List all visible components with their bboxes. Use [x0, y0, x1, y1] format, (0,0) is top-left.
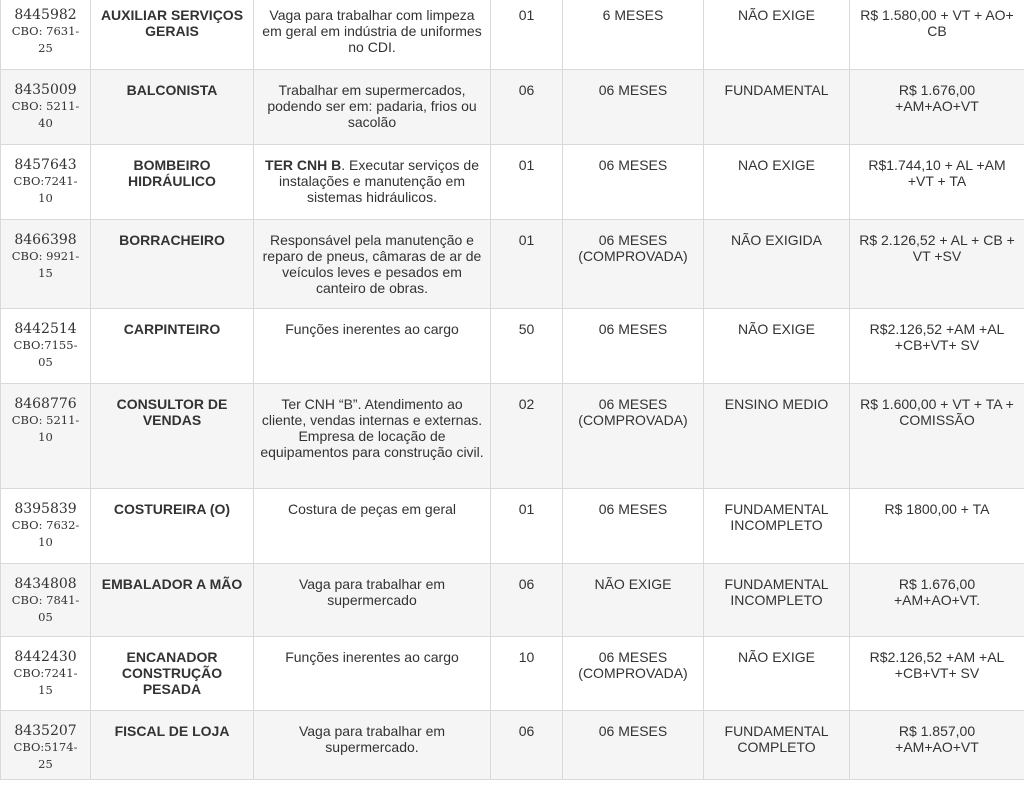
- vacancy-code: 8442430: [14, 649, 77, 665]
- salary-benefits: R$2.126,52 +AM +AL +CB+VT+ SV: [850, 637, 1024, 711]
- table-row: [1, 489, 1024, 564]
- vacancy-code: 8457643: [14, 157, 77, 173]
- job-description: [254, 220, 491, 309]
- cbo-code: CBO: 5211-10: [11, 413, 80, 444]
- required-experience: NÃO EXIGE: [563, 564, 704, 637]
- job-title: EMBALADOR A MÃO: [91, 564, 254, 637]
- job-description-text: Vaga para trabalhar com limpeza em geral em indústria de uniformes no CDI.: [262, 7, 482, 55]
- cbo-code: CBO:7155-05: [13, 338, 78, 369]
- cbo-code: CBO: 7632-10: [11, 518, 80, 549]
- vacancy-quantity: 01: [491, 0, 563, 70]
- required-education: NÃO EXIGIDA: [704, 220, 850, 309]
- required-education: NAO EXIGE: [704, 145, 850, 220]
- cbo-code: CBO:5174-25: [13, 740, 78, 771]
- job-title: CONSULTOR DE VENDAS: [91, 384, 254, 489]
- required-experience: 06 MESES: [563, 70, 704, 145]
- vacancy-quantity: 06: [491, 564, 563, 637]
- table-row: [1, 309, 1024, 384]
- job-title: CARPINTEIRO: [91, 309, 254, 384]
- vacancy-code-cell: [1, 309, 91, 384]
- job-title: BALCONISTA: [91, 70, 254, 145]
- job-title: ENCANADOR CONSTRUÇÃO PESADA: [91, 637, 254, 711]
- vacancy-code-cell: [1, 489, 91, 564]
- vacancy-quantity: 02: [491, 384, 563, 489]
- job-description-text: Costura de peças em geral: [287, 501, 457, 517]
- vacancy-code: 8435207: [14, 723, 77, 739]
- salary-benefits: R$ 1.857,00 +AM+AO+VT: [850, 711, 1024, 780]
- job-description-text: Ter CNH “B”. Atendimento ao cliente, vendas internas e externas. Empresa de locação de equipamentos para construção civil.: [260, 396, 484, 460]
- job-description: [254, 384, 491, 489]
- vacancy-code: 8468776: [14, 396, 77, 412]
- job-title: AUXILIAR SERVIÇOS GERAIS: [91, 0, 254, 70]
- table-row: [1, 0, 1024, 70]
- vacancy-quantity: 06: [491, 70, 563, 145]
- vacancy-code-cell: [1, 220, 91, 309]
- required-education: FUNDAMENTAL INCOMPLETO: [704, 564, 850, 637]
- cbo-code: CBO: 7841-05: [11, 593, 80, 624]
- job-description-text: Responsável pela manutenção e reparo de pneus, câmaras de ar de veículos leves e pesados em canteiro de obras.: [262, 232, 482, 296]
- required-education: ENSINO MEDIO: [704, 384, 850, 489]
- required-experience: 06 MESES: [563, 145, 704, 220]
- vacancy-code: 8435009: [14, 82, 77, 98]
- salary-benefits: R$ 1.600,00 + VT + TA + COMISSÃO: [850, 384, 1024, 489]
- job-description: [254, 145, 491, 220]
- job-title: COSTUREIRA (O): [91, 489, 254, 564]
- required-experience: 6 MESES: [563, 0, 704, 70]
- salary-benefits: R$ 1.580,00 + VT + AO+ CB: [850, 0, 1024, 70]
- required-experience: 06 MESES: [563, 711, 704, 780]
- cbo-code: CBO:7241-15: [13, 666, 78, 697]
- required-experience: 06 MESES: [563, 489, 704, 564]
- cbo-code: CBO: 5211-40: [11, 99, 80, 130]
- vacancy-code-cell: [1, 384, 91, 489]
- job-description: [254, 637, 491, 711]
- vacancy-quantity: 01: [491, 145, 563, 220]
- table-row: [1, 384, 1024, 489]
- vacancy-code-cell: [1, 637, 91, 711]
- table-row: [1, 564, 1024, 637]
- required-education: FUNDAMENTAL INCOMPLETO: [704, 489, 850, 564]
- vacancy-code-cell: [1, 0, 91, 70]
- required-experience: 06 MESES (COMPROVADA): [563, 637, 704, 711]
- vacancy-code-cell: [1, 564, 91, 637]
- job-description-text: Vaga para trabalhar em supermercado: [298, 576, 446, 608]
- vacancy-code: 8466398: [14, 232, 77, 248]
- table-row: [1, 70, 1024, 145]
- vacancy-quantity: 01: [491, 220, 563, 309]
- job-description-text: . Executar serviços de instalações e manutenção em sistemas hidráulicos.: [279, 157, 479, 205]
- required-experience: 06 MESES (COMPROVADA): [563, 220, 704, 309]
- vacancy-code: 8442514: [14, 321, 77, 337]
- vacancy-code-cell: [1, 145, 91, 220]
- job-description: [254, 0, 491, 70]
- salary-benefits: R$2.126,52 +AM +AL +CB+VT+ SV: [850, 309, 1024, 384]
- salary-benefits: R$ 1800,00 + TA: [850, 489, 1024, 564]
- vacancy-code-cell: [1, 711, 91, 780]
- salary-benefits: R$ 2.126,52 + AL + CB + VT +SV: [850, 220, 1024, 309]
- required-education: NÃO EXIGE: [704, 309, 850, 384]
- table-row: [1, 220, 1024, 309]
- cbo-code: CBO:7241-10: [13, 174, 78, 205]
- table-row: [1, 711, 1024, 780]
- vacancy-code: 8434808: [14, 576, 77, 592]
- required-experience: 06 MESES (COMPROVADA): [563, 384, 704, 489]
- job-description-text: Funções inerentes ao cargo: [285, 649, 459, 665]
- job-description: [254, 564, 491, 637]
- required-experience: 06 MESES: [563, 309, 704, 384]
- required-education: FUNDAMENTAL COMPLETO: [704, 711, 850, 780]
- required-education: FUNDAMENTAL: [704, 70, 850, 145]
- required-education: NÃO EXIGE: [704, 0, 850, 70]
- job-description-text: Funções inerentes ao cargo: [285, 321, 459, 337]
- salary-benefits: R$ 1.676,00 +AM+AO+VT: [850, 70, 1024, 145]
- salary-benefits: R$ 1.676,00 +AM+AO+VT.: [850, 564, 1024, 637]
- table-row: [1, 637, 1024, 711]
- job-description-text: Vaga para trabalhar em supermercado.: [298, 723, 446, 755]
- required-education: NÃO EXIGE: [704, 637, 850, 711]
- vacancy-quantity: 06: [491, 711, 563, 780]
- job-description-highlight: TER CNH B: [265, 157, 342, 173]
- vacancy-code: 8445982: [14, 7, 77, 23]
- vacancy-quantity: 50: [491, 309, 563, 384]
- job-title: FISCAL DE LOJA: [91, 711, 254, 780]
- vacancy-code: 8395839: [14, 501, 77, 517]
- cbo-code: CBO: 7631-25: [11, 24, 80, 55]
- salary-benefits: R$1.744,10 + AL +AM +VT + TA: [850, 145, 1024, 220]
- vacancy-quantity: 10: [491, 637, 563, 711]
- vacancy-quantity: 01: [491, 489, 563, 564]
- job-description-text: Trabalhar em supermercados, podendo ser em: padaria, frios ou sacolão: [267, 82, 477, 130]
- cbo-code: CBO: 9921-15: [11, 249, 80, 280]
- job-description: [254, 711, 491, 780]
- vacancy-code-cell: [1, 70, 91, 145]
- job-description: [254, 489, 491, 564]
- job-description: [254, 70, 491, 145]
- job-title: BOMBEIRO HIDRÁULICO: [91, 145, 254, 220]
- job-title: BORRACHEIRO: [91, 220, 254, 309]
- job-description: [254, 309, 491, 384]
- table-row: [1, 145, 1024, 220]
